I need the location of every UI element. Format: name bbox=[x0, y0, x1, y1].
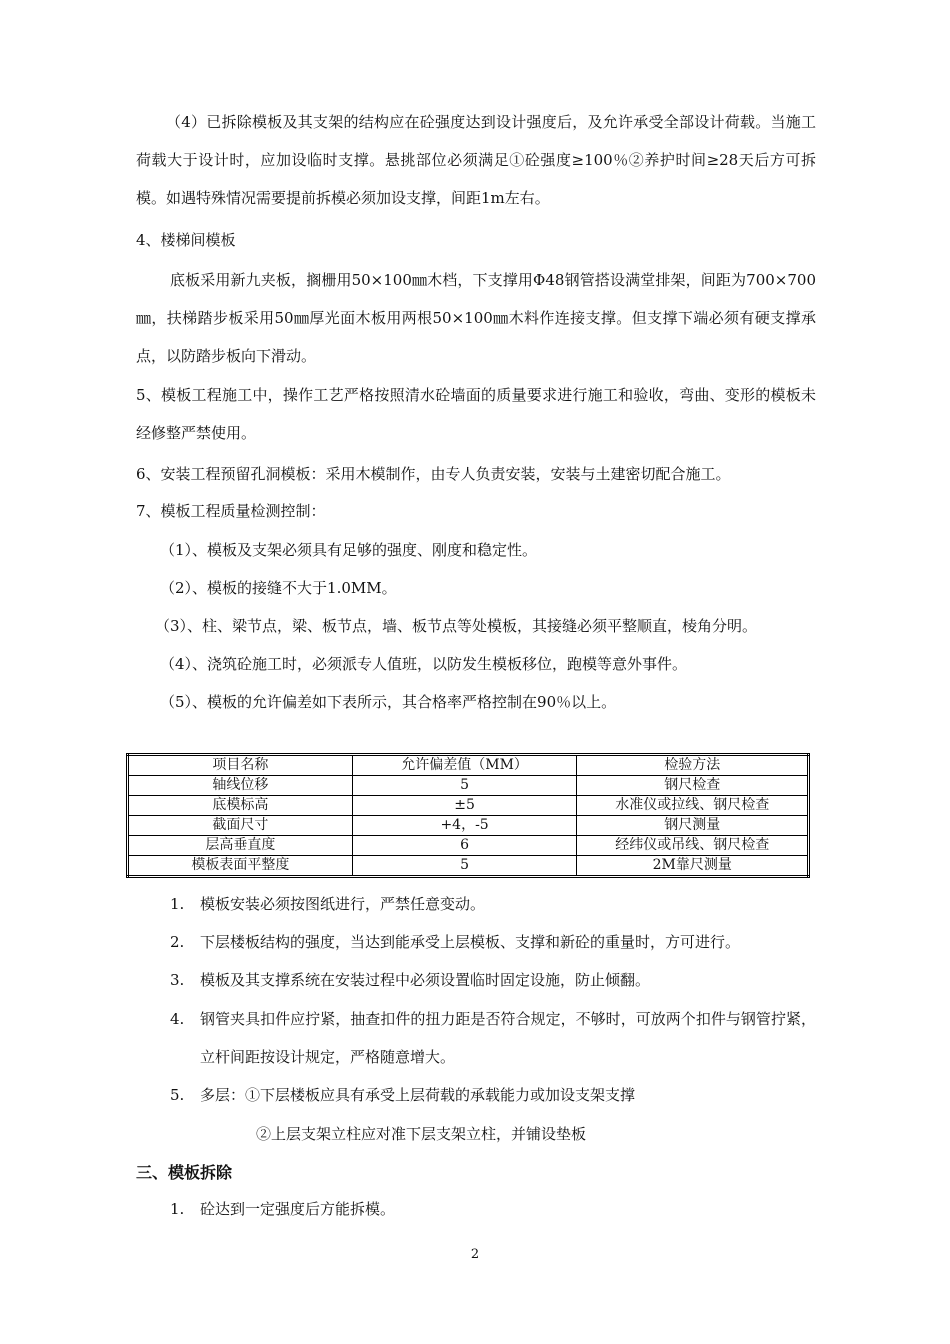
section-7-item-3: （3）、柱、梁节点，梁、板节点，墙、板节点等处模板，其接缝必须平整顺直，棱角分明。 bbox=[155, 617, 758, 635]
table-row bbox=[128, 856, 809, 877]
section-4-title: 4、楼梯间模板 bbox=[136, 231, 236, 249]
table-cell: 轴线位移 bbox=[128, 776, 353, 796]
list-number: 4. bbox=[170, 1010, 185, 1028]
list-item-continuation: ②上层支架立柱应对准下层支架立柱，并铺设垫板 bbox=[256, 1125, 587, 1143]
table-row bbox=[128, 836, 809, 856]
list-item: 钢管夹具扣件应拧紧，抽查扣件的扭力距是否符合规定，不够时，可放两个扣件与钢管拧紧，立杆间距按设计规定，严格随意增大。 bbox=[200, 1010, 816, 1066]
section-7-item-1: （1）、模板及支架必须具有足够的强度、刚度和稳定性。 bbox=[160, 541, 538, 559]
page-number: 2 bbox=[470, 1247, 480, 1262]
table-row bbox=[128, 796, 809, 816]
tolerance-table bbox=[126, 753, 810, 878]
section-5-paragraph: 5、模板工程施工中，操作工艺严格按照清水砼墙面的质量要求进行施工和验收，弯曲、变形的模板未经修整严禁使用。 bbox=[136, 386, 816, 442]
section-7-item-4: （4）、浇筑砼施工时，必须派专人值班，以防发生模板移位，跑模等意外事件。 bbox=[160, 655, 688, 673]
table-cell: ±5 bbox=[352, 796, 577, 816]
section-7-item-2: （2）、模板的接缝不大于1.0MM。 bbox=[160, 579, 397, 597]
list-number: 1. bbox=[170, 895, 185, 913]
table-cell: 5 bbox=[352, 776, 577, 796]
list-item: 砼达到一定强度后方能拆模。 bbox=[200, 1200, 396, 1218]
table-row bbox=[128, 776, 809, 796]
table-cell: 6 bbox=[352, 836, 577, 856]
section-6-paragraph: 6、安装工程预留孔洞模板：采用木模制作，由专人负责安装，安装与土建密切配合施工。 bbox=[136, 465, 731, 483]
paragraph-formwork-removal-rule: （4）已拆除模板及其支架的结构应在砼强度达到设计强度后，及允许承受全部设计荷载。当施工荷载大于设计时，应加设临时支撑。悬挑部位必须满足①砼强度≥100％②养护时间≥28天后方可拆模。如遇特殊情况需要提前拆模必须加设支撑，间距1m左右。 bbox=[136, 113, 816, 207]
list-number: 5. bbox=[170, 1086, 185, 1104]
list-number: 1. bbox=[170, 1200, 185, 1218]
table-cell: 钢尺检查 bbox=[577, 776, 809, 796]
table-header-cell: 允许偏差值（MM） bbox=[352, 755, 577, 776]
table-header-cell: 检验方法 bbox=[577, 755, 809, 776]
list-item: 模板安装必须按图纸进行，严禁任意变动。 bbox=[200, 895, 486, 913]
list-number: 2. bbox=[170, 933, 185, 951]
table-cell: 底模标高 bbox=[128, 796, 353, 816]
table-cell: 水准仪或拉线、钢尺检查 bbox=[577, 796, 809, 816]
table-cell: 2M靠尺测量 bbox=[577, 856, 809, 877]
list-item: 多层：①下层楼板应具有承受上层荷载的承载能力或加设支架支撑 bbox=[200, 1086, 636, 1104]
section-4-body: 底板采用新九夹板，搁栅用50×100㎜木档，下支撑用Φ48钢管搭设满堂排架，间距为700×700㎜，扶梯踏步板采用50㎜厚光面木板用两根50×100㎜木料作连接支撑。但支撑下端必须有硬支撑承点，以防踏步板向下滑动。 bbox=[136, 271, 816, 365]
table-cell: 钢尺测量 bbox=[577, 816, 809, 836]
list-item: 下层楼板结构的强度，当达到能承受上层模板、支撑和新砼的重量时，方可进行。 bbox=[200, 933, 741, 951]
table-header-row bbox=[128, 755, 809, 776]
section-heading: 三、模板拆除 bbox=[136, 1163, 233, 1182]
section-7-item-5: （5）、模板的允许偏差如下表所示，其合格率严格控制在90％以上。 bbox=[160, 693, 617, 711]
table-cell: +4，-5 bbox=[352, 816, 577, 836]
table-cell: 5 bbox=[352, 856, 577, 877]
table-header-cell: 项目名称 bbox=[128, 755, 353, 776]
table-row bbox=[128, 816, 809, 836]
table-cell: 经纬仪或吊线、钢尺检查 bbox=[577, 836, 809, 856]
list-number: 3. bbox=[170, 971, 185, 989]
table-cell: 模板表面平整度 bbox=[128, 856, 353, 877]
table-cell: 层高垂直度 bbox=[128, 836, 353, 856]
list-item: 模板及其支撑系统在安装过程中必须设置临时固定设施，防止倾翻。 bbox=[200, 971, 651, 989]
table-cell: 截面尺寸 bbox=[128, 816, 353, 836]
section-7-title: 7、模板工程质量检测控制： bbox=[136, 502, 326, 520]
